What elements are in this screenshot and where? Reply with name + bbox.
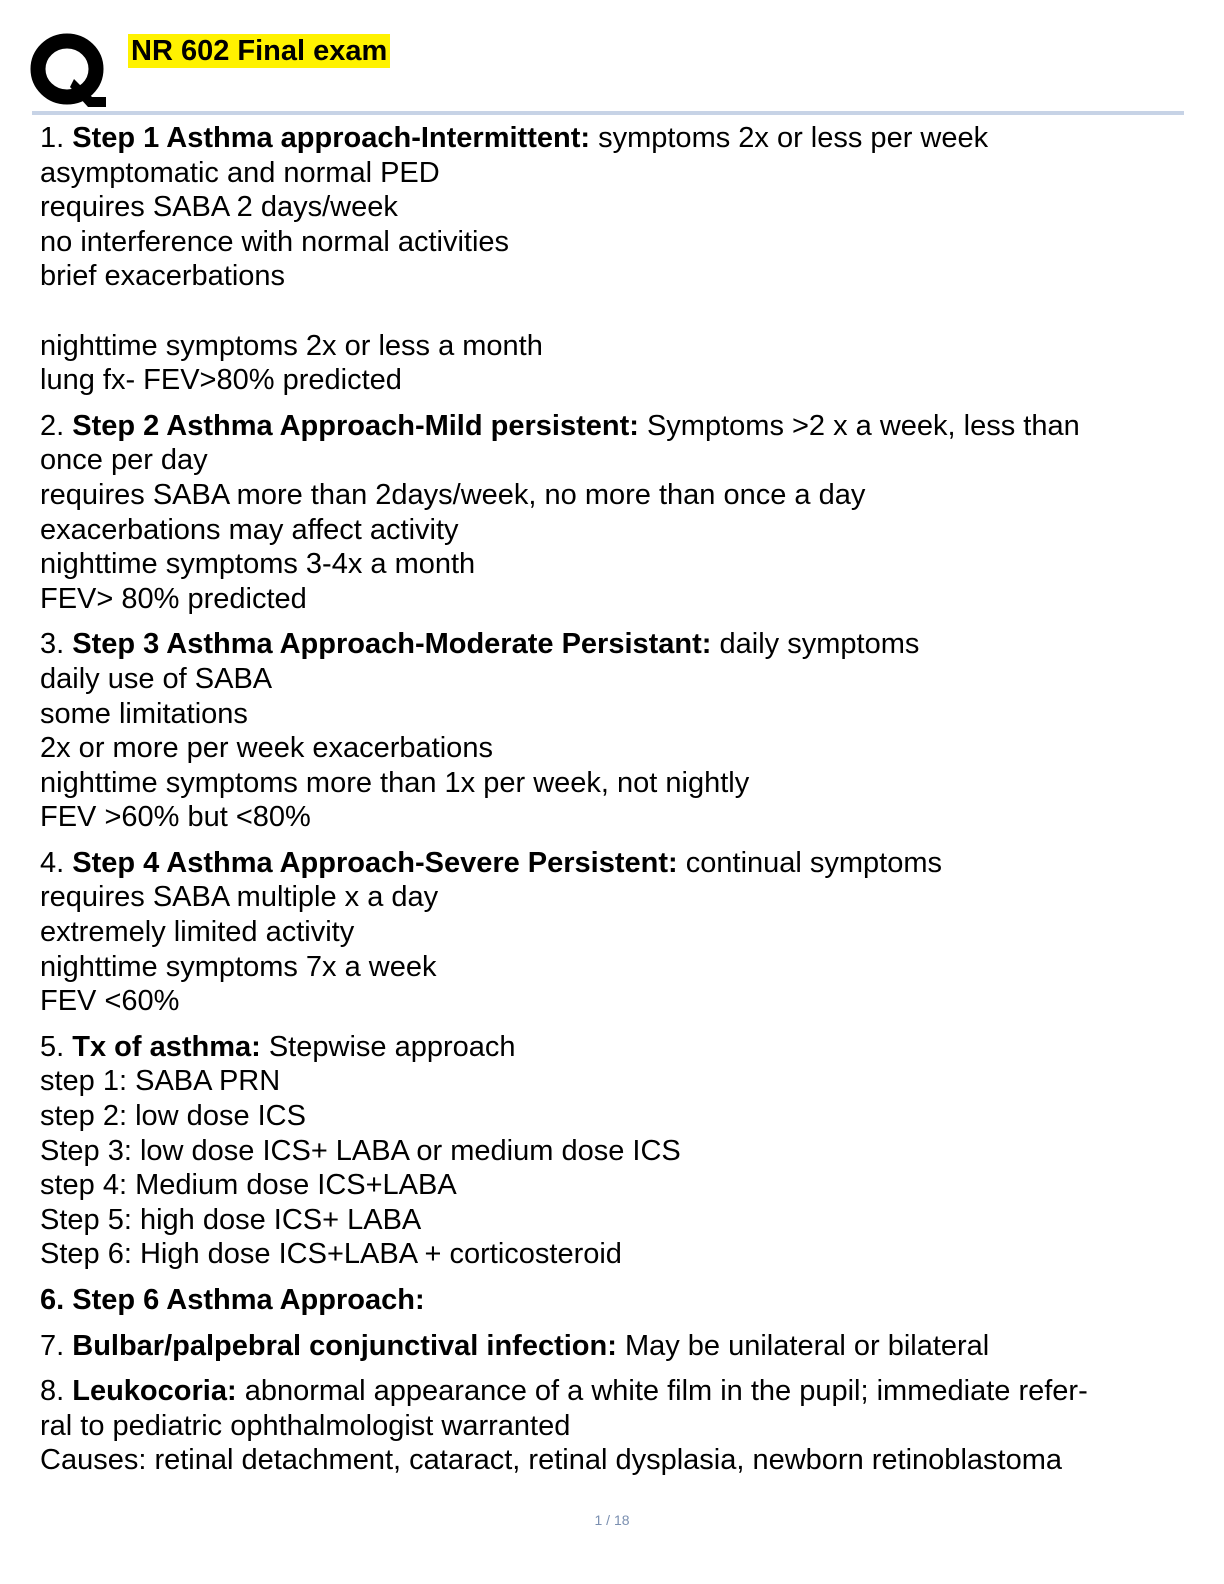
list-item	[40, 627, 1190, 835]
item-term: Bulbar/palpebral conjunctival infection:	[72, 1329, 617, 1362]
item-definition-line: extremely limited activity	[40, 916, 355, 949]
item-heading-line	[40, 1030, 1190, 1065]
item-definition: continual symptoms	[685, 846, 943, 879]
list-item	[40, 1374, 1190, 1478]
item-term: Step 4 Asthma Approach-Severe Persistent:	[72, 846, 678, 879]
item-heading-line	[40, 1283, 1190, 1318]
item-definition-line: no interference with normal activities	[40, 225, 510, 258]
item-definition-line: some limitations	[40, 697, 248, 730]
item-definition-line: FEV >60% but <80%	[40, 801, 311, 834]
item-heading-line	[40, 1374, 1190, 1409]
list-item	[40, 121, 1190, 398]
item-definition-line: daily use of SABA	[40, 662, 273, 695]
item-term: Step 3 Asthma Approach-Moderate Persistant:	[72, 628, 712, 661]
item-definition-line: requires SABA 2 days/week	[40, 191, 398, 224]
item-heading-line	[40, 409, 1190, 444]
item-definition-line: FEV> 80% predicted	[40, 582, 307, 615]
flashcard-list	[40, 121, 1190, 1489]
item-definition-line: nighttime symptoms 2x or less a month	[40, 329, 543, 362]
item-definition-line: Causes: retinal detachment, cataract, retinal dysplasia, newborn retinoblastoma	[40, 1444, 1062, 1477]
item-definition-line: brief exacerbations	[40, 260, 286, 293]
item-definition-line: nighttime symptoms more than 1x per week, not nightly	[40, 766, 750, 799]
item-definition-line: step 1: SABA PRN	[40, 1065, 281, 1098]
list-item	[40, 409, 1190, 617]
item-number: 3.	[40, 628, 65, 661]
item-term: Step 6 Asthma Approach:	[72, 1284, 425, 1316]
item-definition-line: step 2: low dose ICS	[40, 1100, 306, 1133]
item-term: Leukocoria:	[72, 1375, 237, 1408]
list-item	[40, 1030, 1190, 1272]
item-number: 8.	[40, 1375, 65, 1408]
list-item	[40, 1283, 1190, 1318]
item-number: 4.	[40, 846, 65, 879]
item-term: Step 2 Asthma Approach-Mild persistent:	[72, 409, 639, 442]
item-heading-line	[40, 846, 1190, 881]
item-heading-line	[40, 121, 1190, 156]
item-definition: Symptoms >2 x a week, less than	[646, 409, 1080, 442]
item-definition-line: requires SABA multiple x a day	[40, 881, 439, 914]
item-definition: symptoms 2x or less per week	[598, 122, 989, 154]
item-definition-line: nighttime symptoms 7x a week	[40, 950, 437, 983]
header-divider	[32, 111, 1184, 115]
item-definition-line: exacerbations may affect activity	[40, 513, 459, 546]
item-heading-line	[40, 1329, 1190, 1364]
item-term: Tx of asthma:	[72, 1030, 261, 1063]
item-number: 6.	[40, 1284, 65, 1316]
item-definition-line: Step 6: High dose ICS+LABA + corticosteroid	[40, 1238, 622, 1271]
item-definition-line: asymptomatic and normal PED	[40, 156, 440, 189]
item-number: 5.	[40, 1030, 65, 1063]
item-definition-line: Step 5: high dose ICS+ LABA	[40, 1203, 422, 1236]
item-definition-line: requires SABA more than 2days/week, no more than once a day	[40, 478, 866, 511]
blank-line	[40, 294, 1190, 329]
item-definition-line: ral to pediatric ophthalmologist warranted	[40, 1409, 571, 1442]
list-item	[40, 846, 1190, 1019]
item-definition-line: Step 3: low dose ICS+ LABA or medium dose ICS	[40, 1134, 681, 1167]
item-definition: daily symptoms	[719, 628, 920, 661]
item-number: 2.	[40, 409, 65, 442]
item-number: 7.	[40, 1329, 65, 1362]
item-definition: Stepwise approach	[268, 1030, 516, 1063]
item-term: Step 1 Asthma approach-Intermittent:	[72, 122, 591, 154]
item-definition-line: nighttime symptoms 3-4x a month	[40, 548, 476, 581]
item-definition-line: 2x or more per week exacerbations	[40, 732, 493, 765]
page-indicator: 1 / 18	[594, 1512, 630, 1528]
item-definition: May be unilateral or bilateral	[624, 1329, 990, 1362]
item-definition-line: step 4: Medium dose ICS+LABA	[40, 1169, 457, 1202]
page-title: NR 602 Final exam	[128, 34, 390, 68]
list-item	[40, 1329, 1190, 1364]
item-definition-line: once per day	[40, 444, 208, 477]
item-definition: abnormal appearance of a white film in the pupil; immediate refer-	[244, 1375, 1088, 1408]
item-definition-line: lung fx- FEV>80% predicted	[40, 364, 402, 397]
quizlet-logo-icon	[30, 33, 110, 109]
item-number: 1.	[40, 122, 65, 154]
item-definition-line: FEV <60%	[40, 985, 180, 1018]
item-heading-line	[40, 627, 1190, 662]
